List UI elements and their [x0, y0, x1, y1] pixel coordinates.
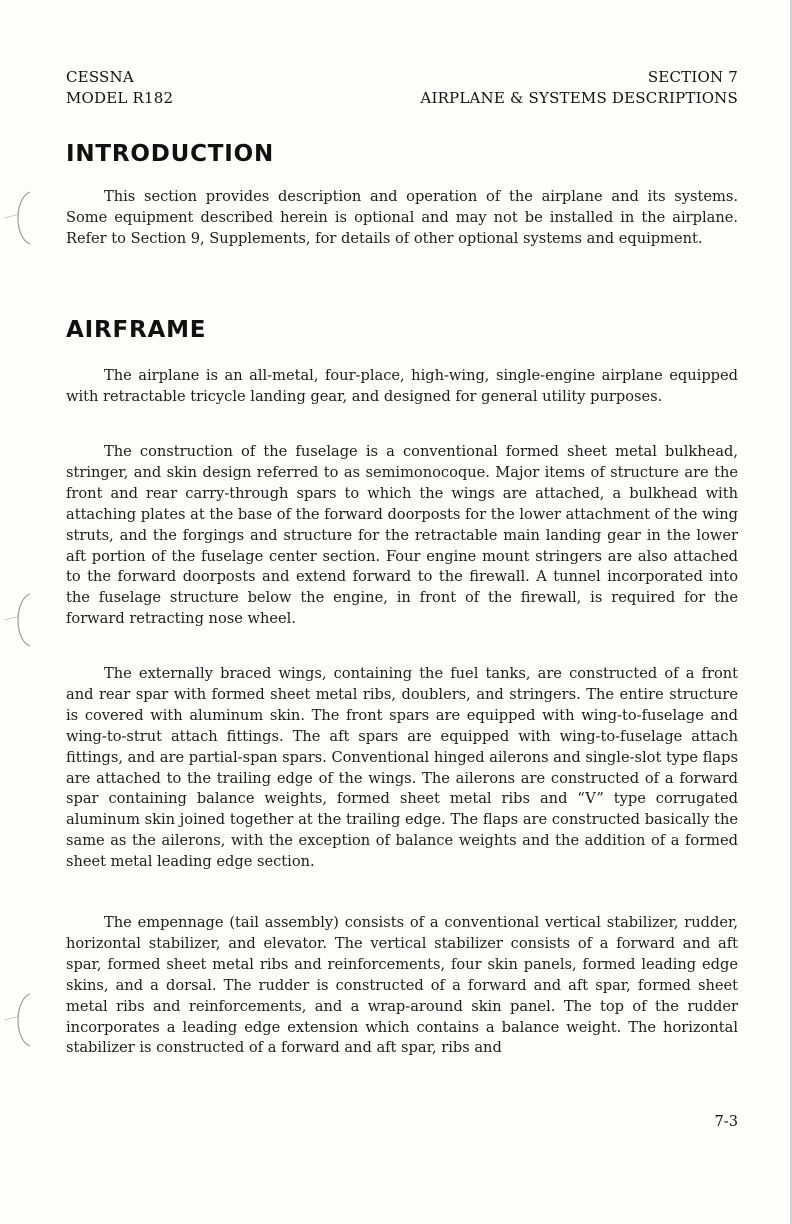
airframe-heading: AIRFRAME — [66, 317, 207, 343]
running-header-left — [66, 67, 173, 109]
punch-hole-mark — [0, 590, 40, 650]
header-model: MODEL R182 — [66, 89, 174, 107]
punch-hole-mark — [0, 188, 40, 248]
punch-hole-mark — [0, 990, 40, 1050]
running-header-right — [420, 67, 738, 109]
header-section-number: SECTION 7 — [647, 68, 738, 86]
introduction-heading: INTRODUCTION — [66, 141, 275, 167]
airframe-paragraph-general: The airplane is an all-metal, four-place, high-wing, single-engine airplane equipped with retractable tricycle landing gear, and designed for general utility purposes. — [66, 367, 738, 405]
airframe-paragraph-wings: The externally braced wings, containing the fuel tanks, are constructed of a front and rear spar with formed sheet metal ribs, doublers, and stringers. The entire structure is covered with aluminum skin. The front spars are equipped with wing-to-fuselage and wing-to-strut attach fittings. The aft spars are equipped with wing-to-fuselage attach fittings, and are partial-span spars. Conventional hinged ailerons and single-slot type flaps are attached to the trailing edge of the wings. The ailerons are constructed of a forward spar containing balance weights, formed sheet metal ribs and “V” type corrugated aluminum skin joined together at the trailing edge. The flaps are constructed basically the same as the ailerons, with the exception of balance weights and the addition of a formed sheet metal leading edge section. — [66, 665, 738, 871]
header-manufacturer: CESSNA — [66, 68, 134, 86]
airframe-paragraph-empennage: The empennage (tail assembly) consists of a conventional vertical stabilizer, rudder, horizontal stabilizer, and elevator. The vertical stabilizer consists of a forward and aft spar, formed sheet metal ribs and reinforcements, four skin panels, formed leading edge skins, and a dorsal. The rudder is constructed of a forward and aft spar, formed sheet metal ribs and reinforcements, and a wrap-around skin panel. The top of the rudder incorporates a leading edge extension which contains a balance weight. The horizontal stabilizer is constructed of a forward and aft spar, ribs and — [66, 914, 738, 1057]
introduction-paragraph: This section provides description and operation of the airplane and its systems. Some equipment described herein is optional and may not be installed in the airplane. Refer to Section 9, Supplements, for details of other optional systems and equipment. — [66, 188, 738, 247]
airframe-paragraph-fuselage: The construction of the fuselage is a conventional formed sheet metal bulkhead, stringer, and skin design referred to as semimonocoque. Major items of structure are the front and rear carry-through spars to which the wings are attached, a bulkhead with attaching plates at the base of the forward doorposts for the lower attachment of the wing struts, and the forgings and structure for the retractable main landing gear in the lower aft portion of the fuselage center section. Four engine mount stringers are also attached to the forward doorposts and extend forward to the firewall. A tunnel incorporated into the fuselage structure below the engine, in front of the firewall, is required for the forward retracting nose wheel. — [66, 443, 738, 628]
page-number: 7-3 — [714, 1113, 738, 1130]
header-section-title: AIRPLANE & SYSTEMS DESCRIPTIONS — [420, 89, 738, 107]
